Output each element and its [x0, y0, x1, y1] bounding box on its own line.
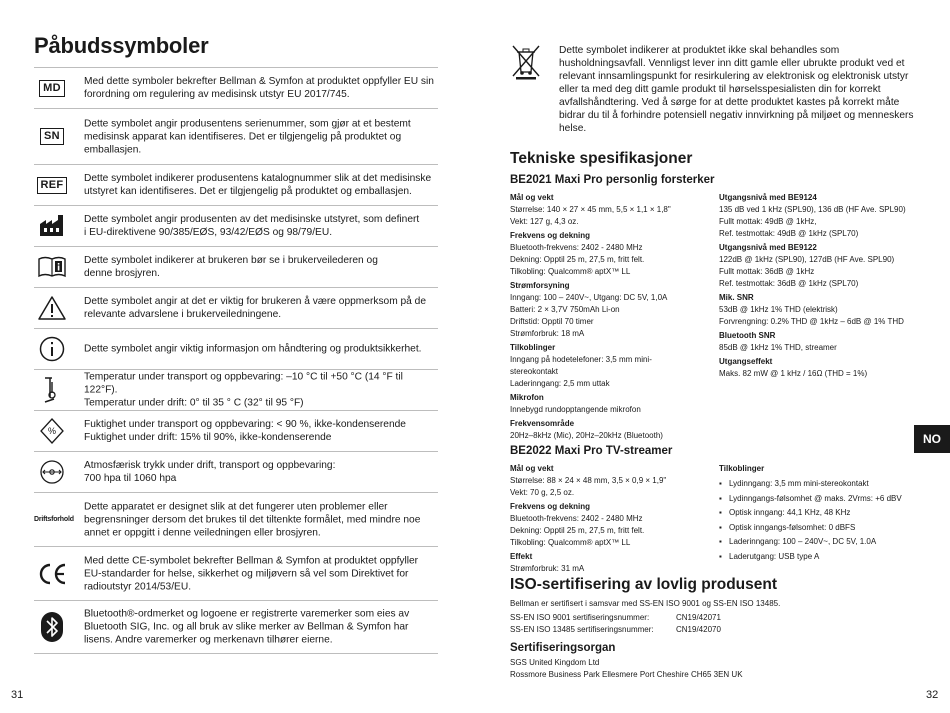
page-number: 31: [11, 689, 24, 701]
symbol-row-temperature: [34, 369, 438, 410]
be2022-connections: Tilkoblinger ▪ Lydinngang: 3,5 mm mini-stereokontakt ▪ Lydinngangs-følsomhet @ maks. 2Vrms: +6 dBV ▪ Optisk inngang: 44,1 KHz, 48 KHz ▪ Optisk inngangs-følsomhet: 0 dBFS ▪ Laderinngang: 100 – 240V~, DC 5V, 1.0A ▪ Laderutgang: USB type A: [719, 461, 919, 565]
page-number: 32: [926, 689, 939, 701]
symbol-row-sn: [34, 108, 438, 164]
left-page: [11, 0, 438, 713]
manufacturer-icon: [34, 211, 70, 241]
symbol-description: Dette symbolet angir viktig informasjon om håndtering og produktsikkerhet.: [84, 343, 422, 355]
cert-body-details: SGS United Kingdom Ltd Rossmore Business Park Ellesmere Port Cheshire CH65 3EN UK: [510, 658, 743, 679]
symbol-row-warning: [34, 287, 438, 328]
list-item: ▪ Optisk inngang: 44,1 KHz, 48 KHz: [719, 507, 919, 519]
page-title: Påbudssymboler: [34, 33, 209, 58]
list-item: ▪ Lydinngang: 3,5 mm mini-stereokontakt: [719, 478, 919, 490]
ce-mark-icon: [34, 559, 70, 589]
symbol-row-pressure: [34, 451, 438, 492]
symbol-description: Dette symbolet indikerer at brukeren bør se i brukerveilederen og denne brosjyren.: [84, 255, 378, 279]
temperature-icon: [34, 375, 70, 405]
operating-condition-icon: Driftsforhold: [34, 516, 74, 523]
symbol-description: Dette symbolet angir produsenten av det medisinske utstyret, som definert i EU-direktivene 90/385/EØS, 93/42/EØS og 98/79/EU.: [84, 214, 420, 238]
language-tab: NO: [914, 425, 950, 453]
symbol-description: Bluetooth®-ordmerket og logoene er registrerte varemerker som eies av Bluetooth SIG, Inc. og all bruk av slike merker av Bellman & Symfon har lisens. Andre varemerker og merkenavn tilhører eierne.: [84, 608, 410, 646]
crossed-bin-icon: [510, 44, 542, 80]
warning-icon: [34, 293, 70, 323]
symbol-row-bluetooth: [34, 600, 438, 654]
symbol-row-md: [34, 67, 438, 108]
symbol-row-info: [34, 328, 438, 369]
list-item: ▪ Laderutgang: USB type A: [719, 551, 919, 563]
list-item: ▪ Lydinngangs-følsomhet @ maks. 2Vrms: +6 dBV: [719, 493, 919, 505]
symbol-description: Temperatur under transport og oppbevaring: –10 °C til +50 °C (14 °F til 122°F). Temperatur under drift: 0° til 35 ° C (32° til 95 °F): [84, 371, 403, 409]
symbol-row-manufacturer: [34, 205, 438, 246]
iso-details: [510, 598, 915, 636]
sn-icon: SN: [34, 122, 70, 152]
symbol-description: Dette apparatet er designet slik at det fungerer uten problemer eller begrensninger dersom det brukes til det tiltenkte formålet, med mindre noe annet er oppgitt i denne veiledningen eller brosjyren.: [84, 501, 421, 538]
weee-description: Dette symbolet indikerer at produktet ikke skal behandles som husholdningsavfall. Vennligst lever inn ditt gamle eller ubrukte produkt ved et relevant innsamlingspunkt for resirkulering av elektronisk og elektronisk utstyr eller ta med deg ditt gamle produkt til hørselsspesialisten din for korrekt avfallshåndtering. Ved å sørge for at dette produktet kastes på korrekt måte bidrar du til å forhindre potensiell negativ innvirkning på miljøet og menneskers helse.: [559, 45, 914, 134]
symbol-description: Atmosfærisk trykk under drift, transport og oppbevaring: 700 hpa til 1060 hpa: [84, 460, 336, 484]
iso-title: ISO-sertifisering av lovlig produsent: [510, 576, 777, 593]
symbol-row-operating-condition: [34, 492, 438, 546]
be2021-specs-col1: Mål og vekt Størrelse: 140 × 27 × 45 mm, 5,5 × 1,1 × 1,8" Vekt: 127 g, 4,3 oz. Frekvens og dekning Bluetooth-frekvens: 2402 - 2480 MHz Dekning: Opptil 25 m, 27,5 m, fritt felt. Tilkobling: Qualcomm® aptX™ LL Strømforsyning Inngang: 100 – 240V~, Utgang: DC 5V, 1,0A Batteri: 2 × 3,7V 750mAh Li-on Driftstid: Opptil 70 timer Strømforbruk: 18 mA Tilkoblinger Inngang på hodetelefoner: 3,5 mm mini- stereokontakt Laderinngang: 2,5 mm uttak Mikrofon Innebygd rundopptangende mikrofon Frekvensområde 20Hz–8kHz (Mic), 20Hz–20kHz (Bluetooth): [510, 193, 671, 440]
be2021-specs-col2: Utgangsnivå med BE9124 135 dB ved 1 kHz (SPL90), 136 dB (HF Ave. SPL90) Fullt mottak: 49dB @ 1kHz, Ref. testmottak: 49dB @ 1kHz (SPL70) Utgangsnivå med BE9122 122dB @ 1kHz (SPL90), 127dB (HF Ave. SPL90) Fullt mottak: 36dB @ 1kHz Ref. testmottak: 36dB @ 1kHz (SPL70) Mik. SNR 53dB @ 1kHz 1% THD (elektrisk) Forvrengning: 0.2% THD @ 1kHz – 6dB @ 1% THD Bluetooth SNR 85dB @ 1kHz 1% THD, streamer Utgangseffekt Maks. 82 mW @ 1 kHz / 16Ω (THD = 1%): [719, 193, 906, 378]
instructions-icon: [34, 252, 70, 282]
be2022-title: BE2022 Maxi Pro TV-streamer: [510, 445, 673, 457]
symbol-row-instructions: [34, 246, 438, 287]
connections-list: [719, 478, 919, 563]
info-icon: [34, 334, 70, 364]
list-item: ▪ Optisk inngangs-følsomhet: 0 dBFS: [719, 522, 919, 534]
symbol-row-ce: [34, 546, 438, 600]
symbol-description: Med dette CE-symbolet bekrefter Bellman & Symfon at produktet oppfyller EU-standarder for helse, sikkerhet og miljøvern så vel som Direktivet for radioutstyr 2014/53/EU.: [84, 555, 419, 592]
be2021-title: BE2021 Maxi Pro personlig forsterker: [510, 174, 715, 186]
list-item: ▪ Laderinngang: 100 – 240V~, DC 5V, 1.0A: [719, 536, 919, 548]
iso-intro: Bellman er sertifisert i samsvar med SS-EN ISO 9001 og SS-EN ISO 13485.: [510, 599, 781, 608]
cert-body-title: Sertifiseringsorgan: [510, 642, 616, 654]
symbol-description: Fuktighet under transport og oppbevaring: < 90 %, ikke-kondenserende Fuktighet under drift: 15% til 90%, ikke-kondenserende: [84, 419, 406, 443]
humidity-icon: [34, 416, 70, 446]
symbol-description: Dette symbolet angir at det er viktig for brukeren å være oppmerksom på de relevante advarslene i brukerveiledningene.: [84, 296, 427, 320]
symbol-description: Med dette symboler bekrefter Bellman & Symfon at produktet oppfyller EU sin forordning om regulering av medisinsk utstyr EU 2017/745.: [84, 76, 434, 100]
svg-text:%: %: [47, 426, 57, 436]
iso-cert-table: SS-EN ISO 9001 sertifiseringsnummer: CN19/42071 SS-EN ISO 13485 sertifiseringsnummer: CN19/42070: [510, 613, 721, 634]
bluetooth-icon: [34, 612, 70, 642]
symbol-row-humidity: [34, 410, 438, 451]
symbol-description: Dette symbolet indikerer produsentens katalognummer slik at det medisinske utstyret kan identifiseres. Det er tilgjengelig på produktet og emballasjen.: [84, 173, 432, 197]
symbol-list: [34, 67, 438, 654]
symbol-row-ref: [34, 164, 438, 205]
specs-title: Tekniske spesifikasjoner: [510, 150, 693, 167]
ref-icon: REF: [34, 170, 70, 200]
symbol-description: Dette symbolet angir produsentens serienummer, som gjør at et bestemt medisinsk apparat kan identifiseres. Det er tilgjengelig på produktet og emballasjen.: [84, 118, 411, 155]
be2022-specs-col1: Mål og vekt Størrelse: 88 × 24 × 48 mm, 3,5 × 0,9 × 1,9" Vekt: 70 g, 2,5 oz. Frekvens og dekning Bluetooth-frekvens: 2402 - 2480 MHz Dekning: Opptil 25 m, 27,5 m, fritt felt. Tilkobling: Qualcomm® aptX™ LL Effekt Strømforbruk: 31 mA: [510, 464, 667, 573]
pressure-icon: [34, 457, 70, 487]
md-icon: MD: [34, 73, 70, 103]
